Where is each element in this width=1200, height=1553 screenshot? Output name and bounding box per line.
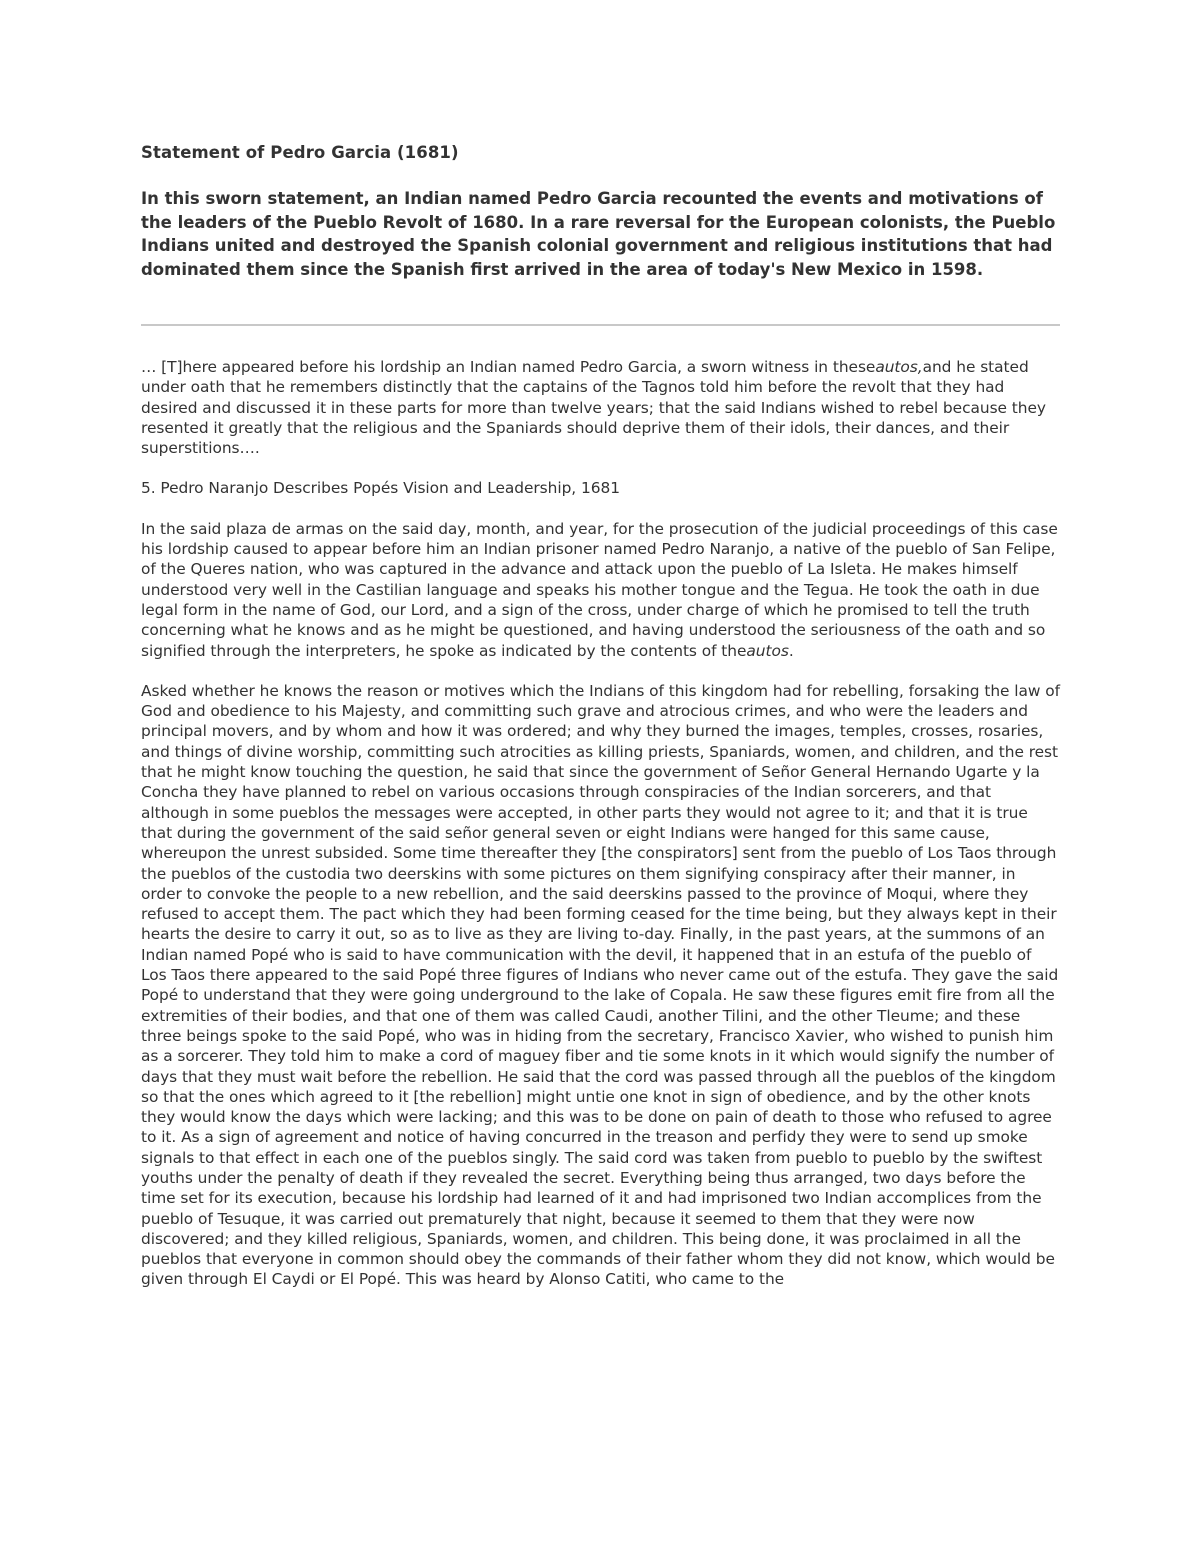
italic-term: autos (746, 641, 789, 660)
paragraph-text: and he stated under oath that he remembers distinctly that the captains of the Tagnos told him before the revolt that they had desired and discussed it in these parts for more than twelve years; that the said Indians wished to rebel because they resented it greatly that the religious and the Spaniards should deprive them of their idols, their dances, and their superstitions…. (141, 358, 1046, 458)
document-page (141, 138, 1061, 1290)
document-title: Statement of Pedro Garcia (1681) (141, 143, 459, 162)
paragraph-text: … [T]here appeared before his lordship an Indian named Pedro Garcia, a sworn witness in these (141, 358, 876, 376)
paragraph-naranjo-testimony: Asked whether he knows the reason or motives which the Indians of this kingdom had for rebelling, forsaking the law of God and obedience to his Majesty, and committing such grave and atrocious crimes, and who were the leaders and principal movers, and by whom and how it was ordered; and why they burned the images, temples, crosses, rosaries, and things of divine worship, committing such atrocities as killing priests, Spaniards, women, and children, and the rest that he might know touching the question, he said that since the government of Señor General Hernando Ugarte y la Concha they have planned to rebel on various occasions through conspiracies of the Indian sorcerers, and that although in some pueblos the messages were accepted, in other parts they would not agree to it; and that it is true that during the government of the said señor general seven or eight Indians were hanged for this same cause, whereupon the unrest subsided. Some time thereafter they [the conspirators] sent from the pueblo of Los Taos through the pueblos of the custodia two deerskins with some pictures on them signifying conspiracy after their manner, in order to convoke the people to a new rebellion, and the said deerskins passed to the province of Moqui, where they refused to accept them. The pact which they had been forming ceased for the time being, but they always kept in their hearts the desire to carry it out, so as to live as they are living to-day. Finally, in the past years, at the summons of an Indian named Popé who is said to have communication with the devil, it happened that in an estufa of the pueblo of Los Taos there appeared to the said Popé three figures of Indians who never came out of the estufa. They gave the said Popé to understand that they were going underground to the lake of Copala. He saw these figures emit fire from all the extremities of their bodies, and that one of them was called Caudi, another Tilini, and the other Tleume; and these three beings spoke to the said Popé, who was in hiding from the secretary, Francisco Xavier, who wished to punish him as a sorcerer. They told him to make a cord of maguey fiber and tie some knots in it which would signify the number of days that they must wait before the rebellion. He said that the cord was passed through all the pueblos of the kingdom so that the ones which agreed to it [the rebellion] might untie one knot in sign of obedience, and by the other knots they would know the days which were lacking; and this was to be done on pain of death to those who refused to agree to it. As a sign of agreement and notice of having concurred in the treason and perfidy they were to send up smoke signals to that effect in each one of the pueblos singly. The said cord was taken from pueblo to pueblo by the swiftest youths under the penalty of death if they revealed the secret. Everything being thus arranged, two days before the time set for its execution, because his lordship had learned of it and had imprisoned two Indian accomplices from the pueblo of Tesuque, it was carried out prematurely that night, because it seemed to them that they were now discovered; and they killed religious, Spaniards, women, and children. This being done, it was proclaimed in all the pueblos that everyone in common should obey the commands of their father whom they did not know, which would be given through El Caydi or El Popé. This was heard by Alonso Catiti, who came to the (141, 681, 1061, 1289)
paragraph-naranjo-intro (141, 519, 1061, 661)
document-intro: In this sworn statement, an Indian named Pedro Garcia recounted the events and motivations of the leaders of the Pueblo Revolt of 1680. In a rare reversal for the European colonists, the Pueblo Indians united and destroyed the Spanish colonial government and religious institutions that had dominated them since the Spanish first arrived in the area of today's New Mexico in 1598. (141, 189, 1056, 279)
horizontal-divider (141, 324, 1060, 326)
paragraph-garcia-statement (141, 357, 1061, 458)
paragraph-text: . (788, 641, 794, 660)
section-heading: 5. Pedro Naranjo Describes Popés Vision and Leadership, 1681 (141, 479, 620, 498)
paragraph-text: In the said plaza de armas on the said day, month, and year, for the prosecution of the judicial proceedings of this case his lordship caused to appear before him an Indian prisoner named Pedro Naranjo, a native of the pueblo of San Felipe, of the Queres nation, who was captured in the advance and attack upon the pueblo of La Isleta. He makes himself understood very well in the Castilian language and speaks his mother tongue and the Tegua. He took the oath in due legal form in the name of God, our Lord, and a sign of the cross, under charge of which he promised to tell the truth concerning what he knows and as he might be questioned, and having understood the seriousness of the oath and so signified through the interpreters, he spoke as indicated by the contents of the (141, 519, 1058, 660)
italic-term: autos, (875, 358, 923, 376)
